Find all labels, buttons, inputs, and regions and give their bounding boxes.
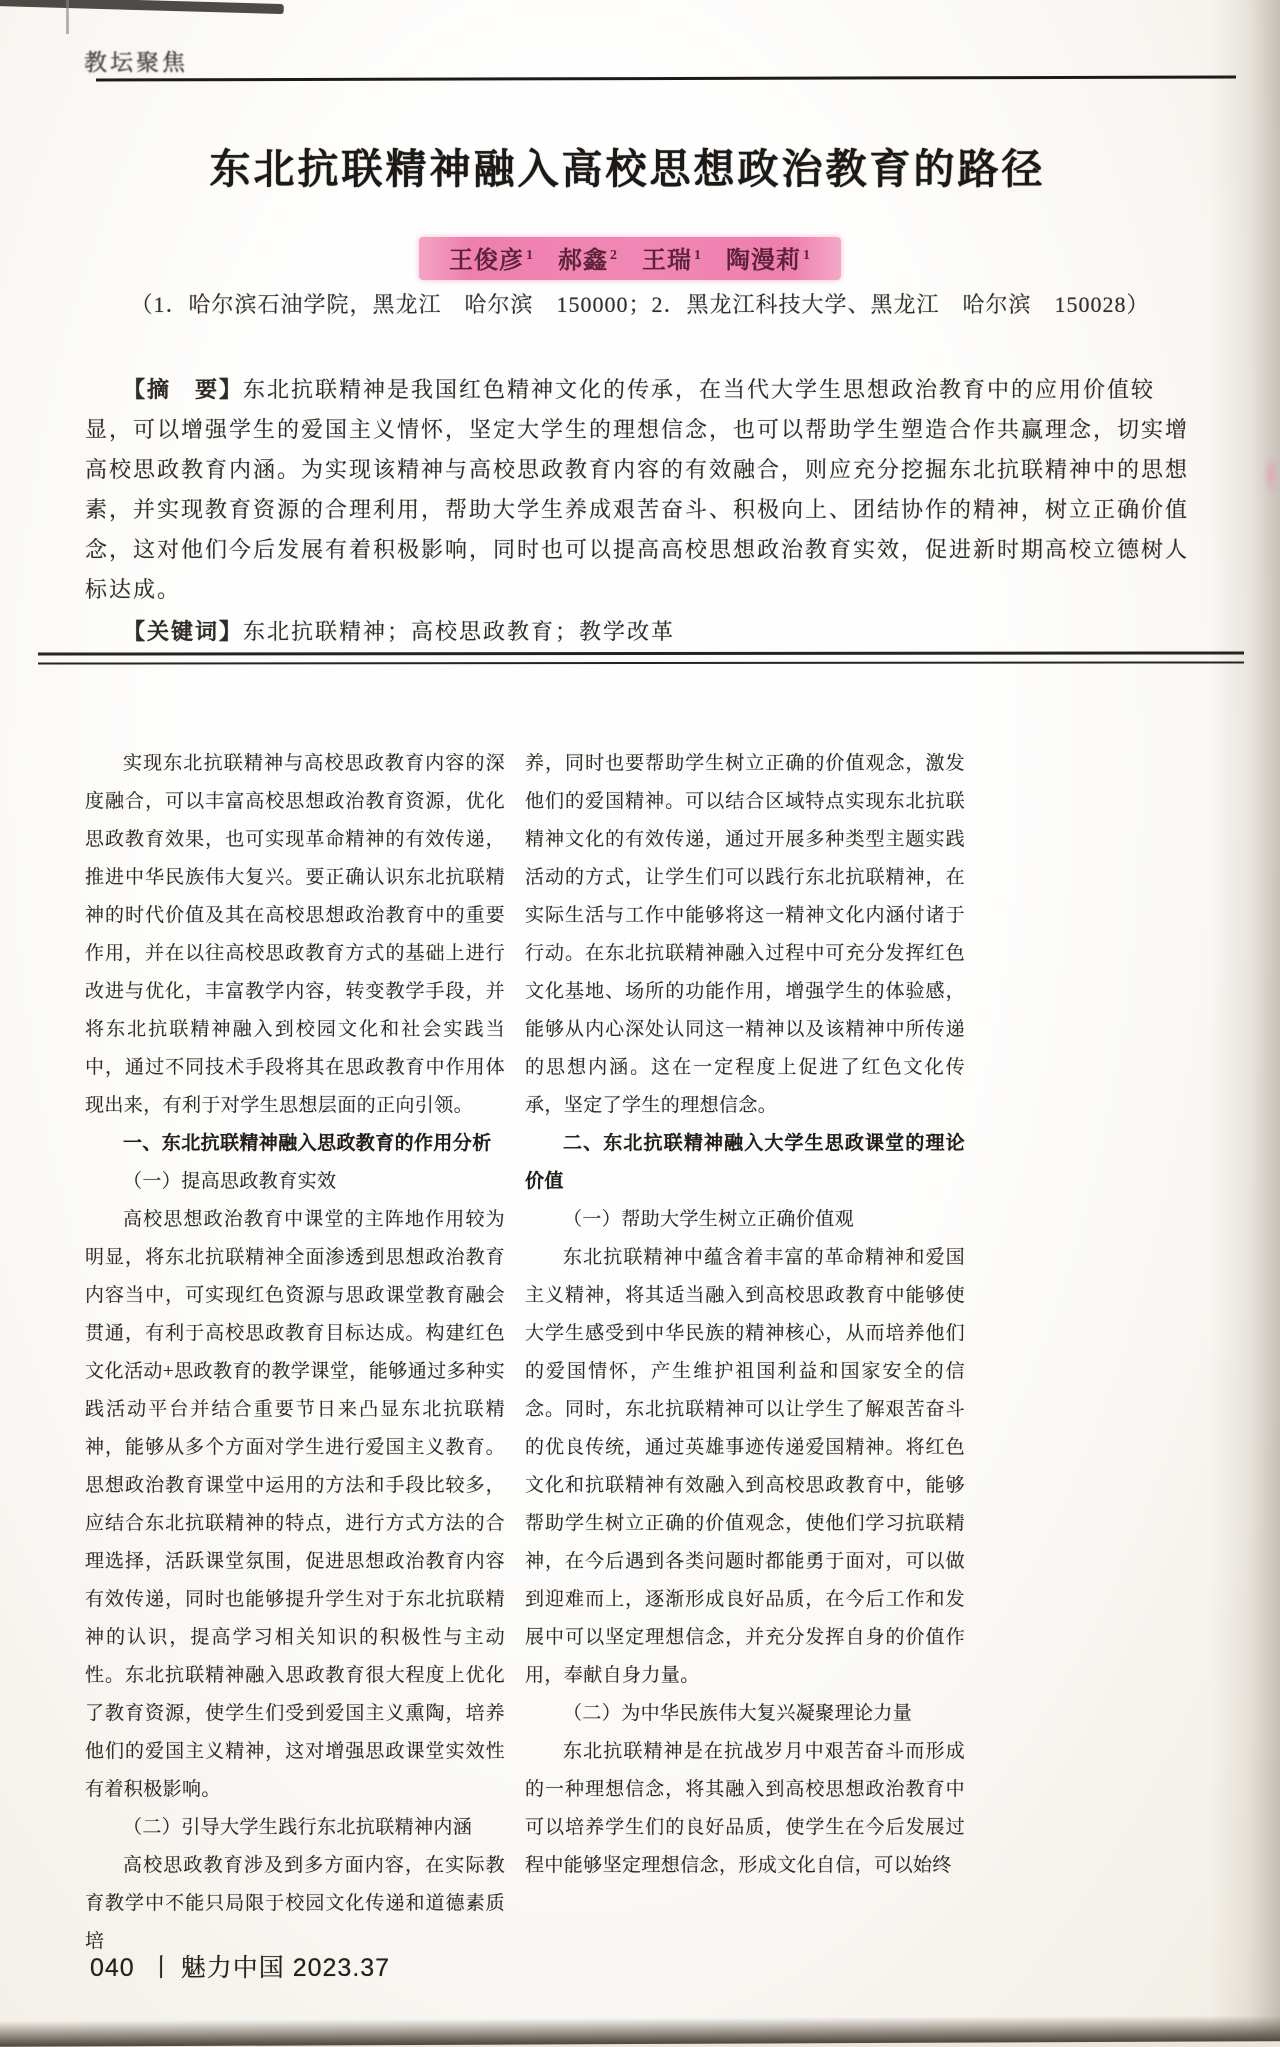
highlighter-smudge bbox=[1264, 452, 1278, 498]
abstract-block bbox=[85, 370, 1245, 652]
keywords-text: 东北抗联精神；高校思政教育；教学改革 bbox=[243, 619, 676, 644]
article-body bbox=[85, 745, 965, 1961]
author-name: 王瑞 $^1$ bbox=[642, 248, 702, 274]
author-name: 陶漫莉 $^1$ bbox=[726, 248, 811, 274]
paragraph: 实现东北抗联精神与高校思政教育内容的深度融合，可以丰富高校思想政治教育资源，优化思政教育效果，也可实现革命精神的有效传递，推进中华民族伟大复兴。要正确认识东北抗联精神的时代价值及其在高校思想政治教育中的重要作用，并在以往高校思政教育方式的基础上进行改进与优化，丰富教学内容，转变教学手段，并将东北抗联精神融入到校园文化和社会实践当中，通过不同技术手段将其在思政教育中作用体现出来，有利于对学生思想层面的正向引领。 bbox=[85, 753, 505, 1116]
keywords-line bbox=[85, 612, 1245, 652]
footer-separator: 丨 bbox=[148, 1954, 175, 1982]
paragraph: 养，同时也要帮助学生树立正确的价值观念，激发他们的爱国精神。可以结合区域特点实现东北抗联精神文化的有效传递，通过开展多种类型主题实践活动的方式，让学生们可以践行东北抗联精神，在实际生活与工作中能够将这一精神文化内涵付诸于行动。在东北抗联精神融入过程中可充分发挥红色文化基地、场所的功能作用，增强学生的体验感，能够从内心深处认同这一精神以及该精神中所传递的思想内涵。这在一定程度上促进了红色文化传承，坚定了学生的理想信念。 bbox=[525, 753, 965, 1116]
section-heading: 二、东北抗联精神融入大学生思政课堂的理论价值 bbox=[525, 1133, 965, 1192]
section-subheading: （一）帮助大学生树立正确价值观 bbox=[563, 1209, 855, 1230]
abstract-lines bbox=[85, 370, 1245, 610]
affiliation: （1．哈尔滨石油学院，黑龙江 哈尔滨 150000；2．黑龙江科技大学、黑龙江 哈尔滨 150028） bbox=[130, 292, 1150, 317]
header-divider-rule bbox=[38, 651, 1244, 664]
journal-name: 魅力中国 bbox=[180, 1954, 285, 1982]
masthead-rule bbox=[96, 76, 1236, 82]
author-name: 王俊彦 $^1$ bbox=[449, 248, 534, 274]
section-subheading: （一）提高思政教育实效 bbox=[123, 1171, 337, 1192]
paragraph: 东北抗联精神是在抗战岁月中艰苦奋斗而形成的一种理想信念，将其融入到高校思想政治教育中可以培养学生们的良好品质，使学生在今后发展过程中能够坚定理想信念，形成文化自信，可以始终 bbox=[525, 1741, 965, 1876]
left-column bbox=[85, 745, 505, 1961]
scan-edge-bottom bbox=[0, 2015, 1280, 2047]
abstract-line: 念，这对他们今后发展有着积极影响，同时也可以提高高校思想政治教育实效，促进新时期高校立德树人 bbox=[85, 537, 1190, 562]
abstract-line: 【摘 要】东北抗联精神是我国红色精神文化的传承，在当代大学生思想政治教育中的应用价值较 bbox=[123, 377, 1156, 402]
section-subheading: （二）为中华民族伟大复兴凝聚理论力量 bbox=[563, 1703, 913, 1724]
page-footer bbox=[90, 1948, 390, 1984]
abstract-line: 高校思政教育内涵。为实现该精神与高校思政教育内容的有效融合，则应充分挖掘东北抗联精神中的思想 bbox=[85, 457, 1190, 482]
article-title: 东北抗联精神融入高校思想政治教育的路径 bbox=[209, 146, 1046, 192]
author-line bbox=[85, 237, 1175, 280]
abstract-label: 【摘 要】 bbox=[123, 377, 244, 402]
keywords-label: 【关键词】 bbox=[123, 619, 244, 644]
abstract-line: 标达成。 bbox=[85, 577, 182, 602]
paragraph: 东北抗联精神中蕴含着丰富的革命精神和爱国主义精神，将其适当融入到高校思政教育中能够使大学生感受到中华民族的精神核心，从而培养他们的爱国情怀，产生维护祖国利益和国家安全的信念。同时，东北抗联精神可以让学生了解艰苦奋斗的优良传统，通过英雄事迹传递爱国精神。将红色文化和抗联精神有效融入到高校思政教育中，能够帮助学生树立正确的价值观念，使他们学习抗联精神，在今后遇到各类问题时都能勇于面对，可以做到迎难而上，逐渐形成良好品质，在今后工作和发展中可以坚定理想信念，并充分发挥自身的价值作用，奉献自身力量。 bbox=[525, 1247, 965, 1686]
issue-number: 2023.37 bbox=[292, 1954, 391, 1982]
abstract-line: 素，并实现教育资源的合理利用，帮助大学生养成艰苦奋斗、积极向上、团结协作的精神，树立正确价值 bbox=[85, 497, 1190, 522]
paragraph: 高校思政教育涉及到多方面内容，在实际教育教学中不能只局限于校园文化传递和道德素质培 bbox=[85, 1855, 505, 1952]
page-number: 040 bbox=[90, 1954, 135, 1982]
scan-edge-top bbox=[0, 0, 284, 14]
section-label: 教坛聚焦 bbox=[84, 50, 188, 75]
abstract-line: 显，可以增强学生的爱国主义情怀，坚定大学生的理想信念，也可以帮助学生塑造合作共赢理念，切实增 bbox=[85, 417, 1190, 442]
scan-edge-tick bbox=[66, 0, 69, 34]
paragraph: 高校思想政治教育中课堂的主阵地作用较为明显，将东北抗联精神全面渗透到思想政治教育内容当中，可实现红色资源与思政课堂教育融会贯通，有利于高校思政教育目标达成。构建红色文化活动+思政教育的教学课堂，能够通过多种实践活动平台并结合重要节日来凸显东北抗联精神，能够从多个方面对学生进行爱国主义教育。思想政治教育课堂中运用的方法和手段比较多，应结合东北抗联精神的特点，进行方式方法的合理选择，活跃课堂氛围，促进思想政治教育内容有效传递，同时也能够提升学生对于东北抗联精神的认识，提高学习相关知识的积极性与主动性。东北抗联精神融入思政教育很大程度上优化了教育资源，使学生们受到爱国主义熏陶，培养他们的爱国主义精神，这对增强思政课堂实效性有着积极影响。 bbox=[85, 1209, 505, 1800]
page-fold-shadow bbox=[1210, 0, 1280, 2038]
author-highlight-band bbox=[419, 237, 841, 280]
author-name: 郝鑫 $^2$ bbox=[558, 248, 618, 274]
author-list bbox=[437, 248, 823, 274]
section-subheading: （二）引导大学生践行东北抗联精神内涵 bbox=[123, 1817, 473, 1838]
section-heading: 一、东北抗联精神融入思政教育的作用分析 bbox=[123, 1133, 492, 1154]
right-column bbox=[525, 745, 965, 1961]
